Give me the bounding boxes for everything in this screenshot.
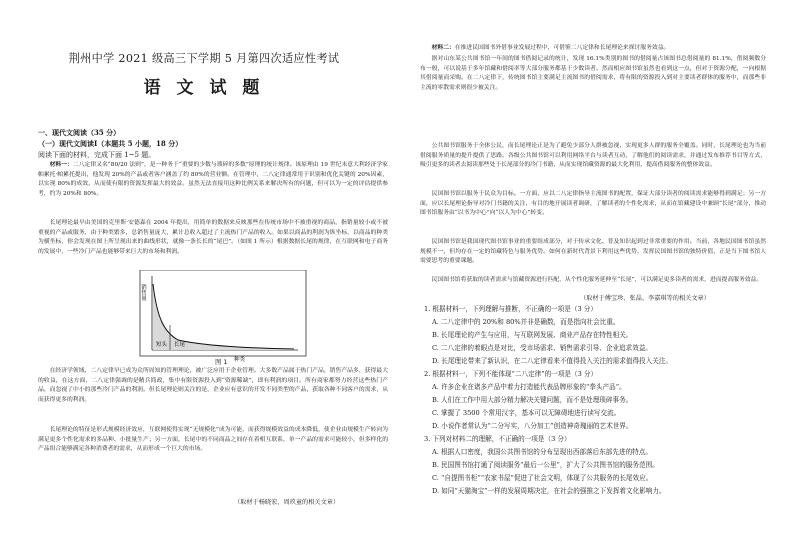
material2-paragraph-1 bbox=[420, 44, 766, 54]
material2-source: （取材于傅宝珍、张晶、李嘉琪等的相关文章） bbox=[580, 295, 710, 302]
material2-paragraph-4: 民国图书馆以服务于民众为目标。一方面，应以二八定律指导主流图书的配置，保证大部分读者的阅读需求能够得到满足；另一方面，应以长尾理论指导对冷门书籍的关注，有目的地开展读者调研，了解读者的个性化需求，从而在馆藏建设中兼顾“长尾”部分，推动图书馆服务由“以书为中心”向“以人为中心”转变。 bbox=[420, 191, 766, 217]
sub-section-heading: （一）现代文阅读Ⅰ（本题共 5 小题，18 分） bbox=[38, 139, 183, 148]
head-label: 短头 bbox=[156, 342, 168, 348]
tail-label: 长尾 bbox=[174, 342, 186, 348]
question-3-option-d: D. 如同“天猫淘宝”一样的发展周期决定，在社会的强推之下发挥着文化影响力。 bbox=[432, 487, 666, 495]
question-2-stem: 2. 根据材料一，下列不能体现“二八定律”的一项是（3 分） bbox=[424, 370, 598, 378]
long-tail-figure bbox=[138, 270, 308, 366]
material1-paragraph-2: 长尾理论最早由美国的克里斯·安德森在 2004 年提出，用简单的数据来反映那些在传统市场中不被重视的商品，指销量较小或不被重视的产品或服务，由于种类繁多，总销售量庞大，累计总收入超过了主流热门产品的收入。如果以商品的利润为纵坐标，以商品的种类为横坐标，你会发现在图上所呈现出来的曲线形状，就像一条长长的“尾巴”。（如图 1 所示）根据数据长尾的规律，在互联网和电子商务的发展中，一些冷门产品也能够带来巨大的市场和利润。 bbox=[38, 220, 388, 256]
material2-paragraph-3: 公共图书馆服务于全体公民，而长尾理论正是为了避免少部分人群被忽视，实现更多人群的服务全覆盖。同时，长尾理论也为当前借阅服务质量的提升提供了思路。各级公共图书馆可以利用网络平台与读者互动，了解他们的阅读需求，并通过发布推荐书目等方式，吸引更多的读者去阅读那些处于长尾部分的冷门书籍，从而实现馆藏资源的最大化利用，提高借阅服务的整体效益。 bbox=[420, 143, 766, 169]
tail-area bbox=[153, 284, 294, 350]
exam-subject-title: 语 文 试 题 bbox=[143, 78, 265, 98]
question-3-option-a: A. 根据人口密度，我国公共图书馆的分布呈现出西部落后东部先进的特点。 bbox=[432, 448, 652, 456]
material1-paragraph-1 bbox=[38, 161, 388, 219]
question-2-option-b: B. 人们在工作中用大部分精力解决关键问题，而不是处理琐碎事务。 bbox=[432, 396, 633, 404]
material1-paragraph-3: 在经济学领域，二八定律早已成为众所周知的管理理论，被广泛应用于企业管理。大多数产品属于热门产品，销售产品多，获得最大的收益，在这方面，二八定律强调的是精兵简政，集中有限资源投入到“资源稀缺”，即有利润的项目。所有商家都努力经营这些热门产品，而忽视了中小的那些冷门产品的利润。但长尾理论则关注的是，企业应有意识的开发不同类型的产品，获取各种不同客户的需求，从而获得更多的利润。 bbox=[38, 368, 388, 404]
material1-text-1: 二八定律又名“80/20 法则”，是一种务于“重要的少数与琐碎的多数”原理的统计规律。该原理由 19 世纪末意大利经济学家帕累托·帕累托提出，他发现 20%的产品或者客户涵盖了约 80%的营业额。在管理中，二八定律通常用于识别和优化关键的 20%因素，以实现 80%的成效，从而使有限的资源发挥最大的效益。虽然无法直接用这种比例关系来解决所有的问题，但可以为一定的评估提供参考，约为 20%和 80%。 bbox=[38, 162, 388, 198]
question-1-stem: 1. 根据材料一，下列理解与推断，不正确的一项是（3 分） bbox=[424, 305, 597, 313]
material1-label: 材料一： bbox=[49, 162, 73, 168]
material2-paragraph-5: 民国图书馆是我国现代图书馆事业的重要组成部分，对于传承文化、普及知识起到过非常重要的作用。当前，各地民国图书馆虽然规模不一，但均存在一定的馆藏特色与服务优势。如何在新时代背景下利用这些优势，发挥民国图书馆的独特价值，正是当下图书馆人需要思考的重要课题。 bbox=[420, 239, 766, 265]
question-1-option-a: A. 二八定律中的 20%和 80%并非是确数，而是指向社会比重。 bbox=[432, 318, 620, 326]
section-heading: 一、现代文阅读（35 分） bbox=[38, 128, 121, 137]
question-2-option-a: A. 许多企业在诸多产品中着力打造能代表品牌形象的“拳头产品”。 bbox=[432, 383, 626, 391]
question-1-option-b: B. 长尾理论的产生与应用，与互联网发展、商业产品存在特性相关。 bbox=[432, 331, 633, 339]
x-axis-label: 种类 bbox=[234, 357, 246, 363]
material2-paragraph-6: 民国图书馆将获取的读者需求与馆藏资源进行匹配，从个性化服务延伸至“长尾”，可以满足更多读者的需求，进而提高服务效益。 bbox=[431, 277, 763, 283]
exam-school-title: 荆州中学 2021 级高三下学期 5 月第四次适应性考试 bbox=[68, 52, 340, 65]
question-1-option-d: D. 长尾理论带来了新认识，在二八定律看来不值得投入关注的需求值得投入关注。 bbox=[432, 357, 673, 365]
question-3-option-c: C. “自提图书柜”“农家书屋”促进了社会文明，体现了公共服务的长尾效应。 bbox=[432, 474, 653, 482]
question-2-option-d: D. 小说作者常认为“二分写实，八分加工”创造神奇瑰丽的艺术世界。 bbox=[432, 422, 633, 430]
y-axis-label: 销售量 bbox=[140, 284, 146, 301]
question-3-option-b: B. 民国图书馆打通了阅读服务“最后一公里”，扩大了公共图书馆的服务范围。 bbox=[432, 461, 659, 469]
question-block bbox=[424, 303, 770, 498]
question-3-stem: 3. 下列对材料二的理解，不正确的一项是（3 分） bbox=[424, 435, 571, 443]
material1-source: （取材于杨晓宏、周玖童的相关文章） bbox=[234, 499, 340, 506]
material2-paragraph-2: 据对山东某公共图书馆一年间的图书借阅记录的统计，发现 16.1%类别的图书的借阅量占该图书总借阅量的 81.1%，借阅频数分布一般，可以说基于多年馆藏和借阅率等大部分服务都基于少数读者。然而相应图书馆虽然也看到这一点，但对于资源分配，一向根据其借阅量而采购。在二八定律下，传统图书馆主要满足主流图书的借阅需求，将有限的资源投入到对主要读者群体的服务中，而那些非主流的零散需求则很少被关注。 bbox=[420, 56, 766, 91]
figure-caption: 图 1 bbox=[215, 358, 228, 366]
material2-text-1: 在推进民国图书外借事业发展过程中，可借鉴二八定律和长尾理论来探讨服务效益。 bbox=[454, 45, 670, 51]
question-1-option-c: C. 二八定律的着眼点是对比，受市场需求、销售需求引导、企业追求效益。 bbox=[432, 344, 653, 352]
material2-label: 材料二： bbox=[431, 45, 455, 51]
question-2-option-c: C. 掌握了 3500 个常用汉字，基本可以无障碍地进行读写交流。 bbox=[432, 409, 621, 417]
reading-instruction: 阅读下面的材料，完成下面 1~5 题。 bbox=[38, 151, 156, 159]
material1-paragraph-4: 长尾理论的特征是形式规模经济效应，互联网使得实现“无规模化”成为可能，而获得规模效益的成本降低，使企业由规模生产转向为满足更多个性化需求的多品种、小批量生产；另一方面，长尾中的不同商品之间存在着相互联系，单一产品的需求可能较小，但多样化的产品组合能够满足各种消费者的需求，从而形成一个巨大的市场。 bbox=[38, 427, 388, 453]
